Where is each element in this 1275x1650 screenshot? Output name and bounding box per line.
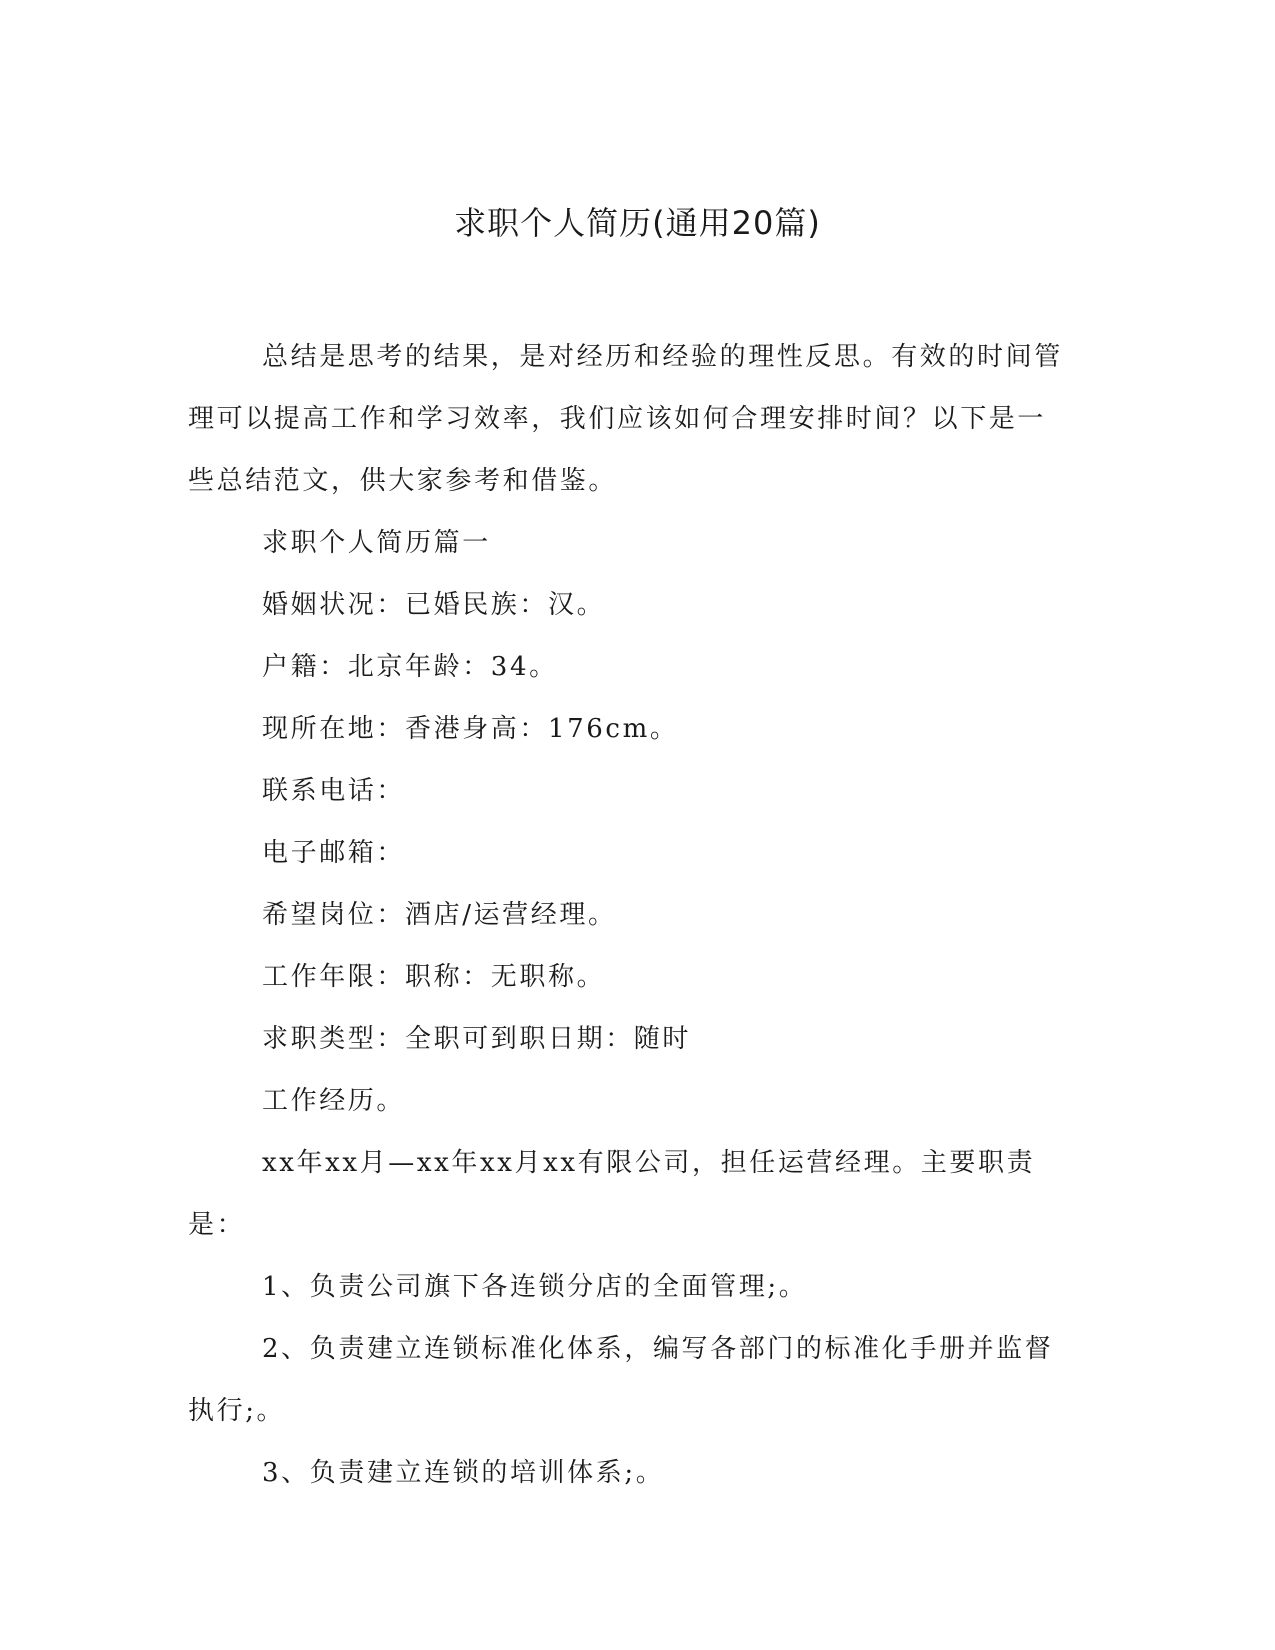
- document-title: 求职个人简历(通用20篇): [454, 204, 821, 242]
- desired-position-line: 希望岗位：酒店/运营经理。: [262, 900, 617, 930]
- job-type-line: 求职类型：全职可到职日期：随时: [262, 1024, 692, 1054]
- section-heading: 求职个人简历篇一: [262, 528, 491, 558]
- work-experience-heading: 工作经历。: [262, 1086, 406, 1116]
- duty-item-2: 2、负责建立连锁标准化体系，编写各部门的标准化手册并监督执行;。: [188, 1334, 1054, 1426]
- duty-item-1: 1、负责公司旗下各连锁分店的全面管理;。: [262, 1272, 808, 1302]
- intro-paragraph: 总结是思考的结果，是对经历和经验的理性反思。有效的时间管理可以提高工作和学习效率，我们应该如何合理安排时间？以下是一些总结范文，供大家参考和借鉴。: [188, 342, 1063, 496]
- marital-status-line: 婚姻状况：已婚民族：汉。: [262, 590, 606, 620]
- phone-line: 联系电话：: [262, 776, 406, 806]
- work-years-line: 工作年限：职称：无职称。: [262, 962, 606, 992]
- location-height-line: 现所在地：香港身高：176cm。: [262, 714, 679, 744]
- household-registration-line: 户籍：北京年龄：34。: [262, 652, 558, 682]
- duty-item-3: 3、负责建立连锁的培训体系;。: [262, 1458, 665, 1488]
- email-line: 电子邮箱：: [262, 838, 406, 868]
- work-experience-entry: xx年xx月—xx年xx月xx有限公司，担任运营经理。主要职责是：: [188, 1148, 1036, 1240]
- document-body: [188, 326, 1068, 1504]
